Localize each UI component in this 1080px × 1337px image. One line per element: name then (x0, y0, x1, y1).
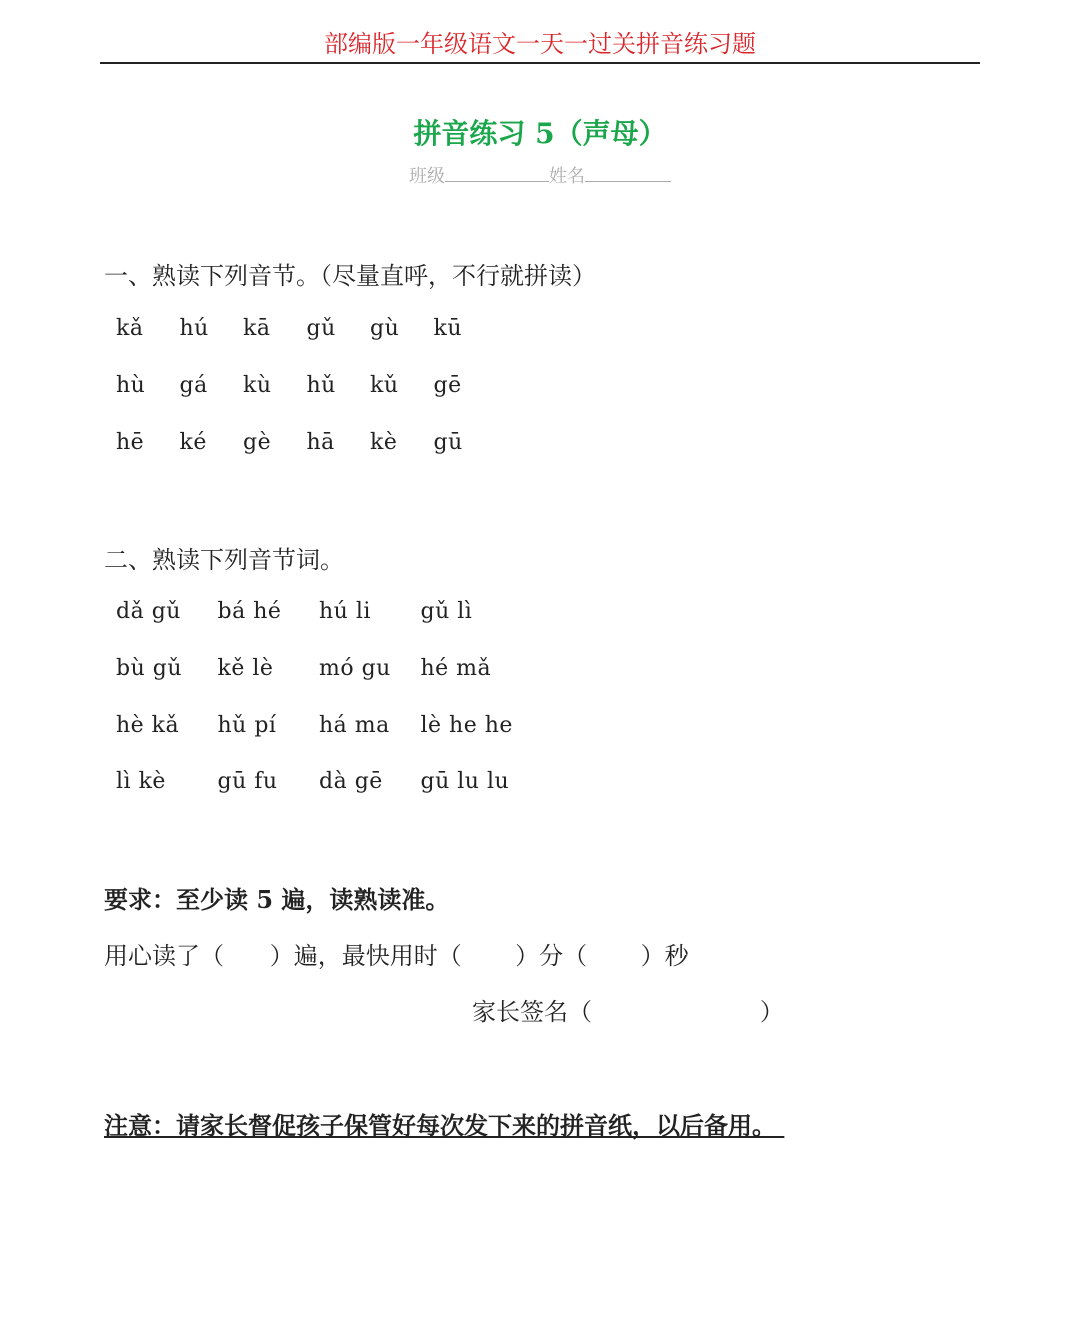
syllable: gē (433, 373, 462, 398)
pinyin-word: lè he he (420, 713, 513, 738)
syllable: hǔ (306, 373, 336, 398)
word-row (116, 713, 522, 747)
pinyin-word: gū fu (217, 769, 278, 794)
syllable: gù (370, 316, 400, 341)
pinyin-word: gū lu lu (420, 769, 510, 794)
word-row (116, 599, 522, 633)
syllable: kè (370, 430, 398, 455)
section-1-title: 一、熟读下列音节。（尽量直呼，不行就拼读） (104, 262, 596, 290)
syllable: kā (243, 316, 271, 341)
syllable: hē (116, 430, 145, 455)
pinyin-word: kě lè (217, 656, 274, 681)
syllable-row (116, 430, 497, 464)
pinyin-word: hǔ pí (217, 713, 277, 738)
pinyin-word: há ma (319, 713, 390, 738)
syllable: kǔ (370, 373, 399, 398)
pinyin-word: hè kǎ (116, 713, 180, 738)
word-row (116, 769, 522, 803)
name-label: 姓名 (549, 166, 585, 187)
class-blank[interactable] (445, 163, 549, 182)
worksheet-title: 拼音练习 5（声母） (413, 117, 667, 150)
reading-record-line[interactable]: 用心读了（ ）遍，最快用时（ ）分（ ）秒 (104, 942, 689, 970)
syllable: kǎ (116, 316, 144, 341)
section-2-title: 二、熟读下列音节词。 (104, 546, 344, 574)
class-label: 班级 (409, 166, 445, 187)
pinyin-word: mó gu (319, 656, 391, 681)
pinyin-word: gǔ lì (420, 599, 473, 624)
pinyin-word: hé mǎ (420, 656, 492, 681)
syllable: gǔ (306, 316, 336, 341)
syllable: kū (433, 316, 462, 341)
syllable: hù (116, 373, 146, 398)
syllable: gū (433, 430, 463, 455)
requirement-text: 要求：至少读 5 遍，读熟读准。 (104, 885, 450, 914)
syllable: hā (306, 430, 335, 455)
name-blank[interactable] (585, 163, 671, 182)
syllable: gá (179, 373, 208, 398)
syllable: ké (179, 430, 207, 455)
syllable: hú (179, 316, 209, 341)
pinyin-word: hú li (319, 599, 371, 624)
student-info (0, 162, 1080, 188)
pinyin-word: dǎ gǔ (116, 599, 181, 624)
pinyin-word: dà gē (319, 769, 383, 794)
parent-signature-line[interactable]: 家长签名（ ） (472, 998, 784, 1026)
syllable-row (116, 316, 497, 350)
pinyin-word: lì kè (116, 769, 166, 794)
syllable: kù (243, 373, 272, 398)
page-header: 部编版一年级语文一天一过关拼音练习题 (100, 30, 980, 64)
syllable-row (116, 373, 497, 407)
word-row (116, 656, 522, 690)
pinyin-word: bá hé (217, 599, 282, 624)
parent-note: 注意：请家长督促孩子保管好每次发下来的拼音纸，以后备用。 (104, 1111, 785, 1140)
syllable: gè (243, 430, 272, 455)
pinyin-word: bù gǔ (116, 656, 182, 681)
